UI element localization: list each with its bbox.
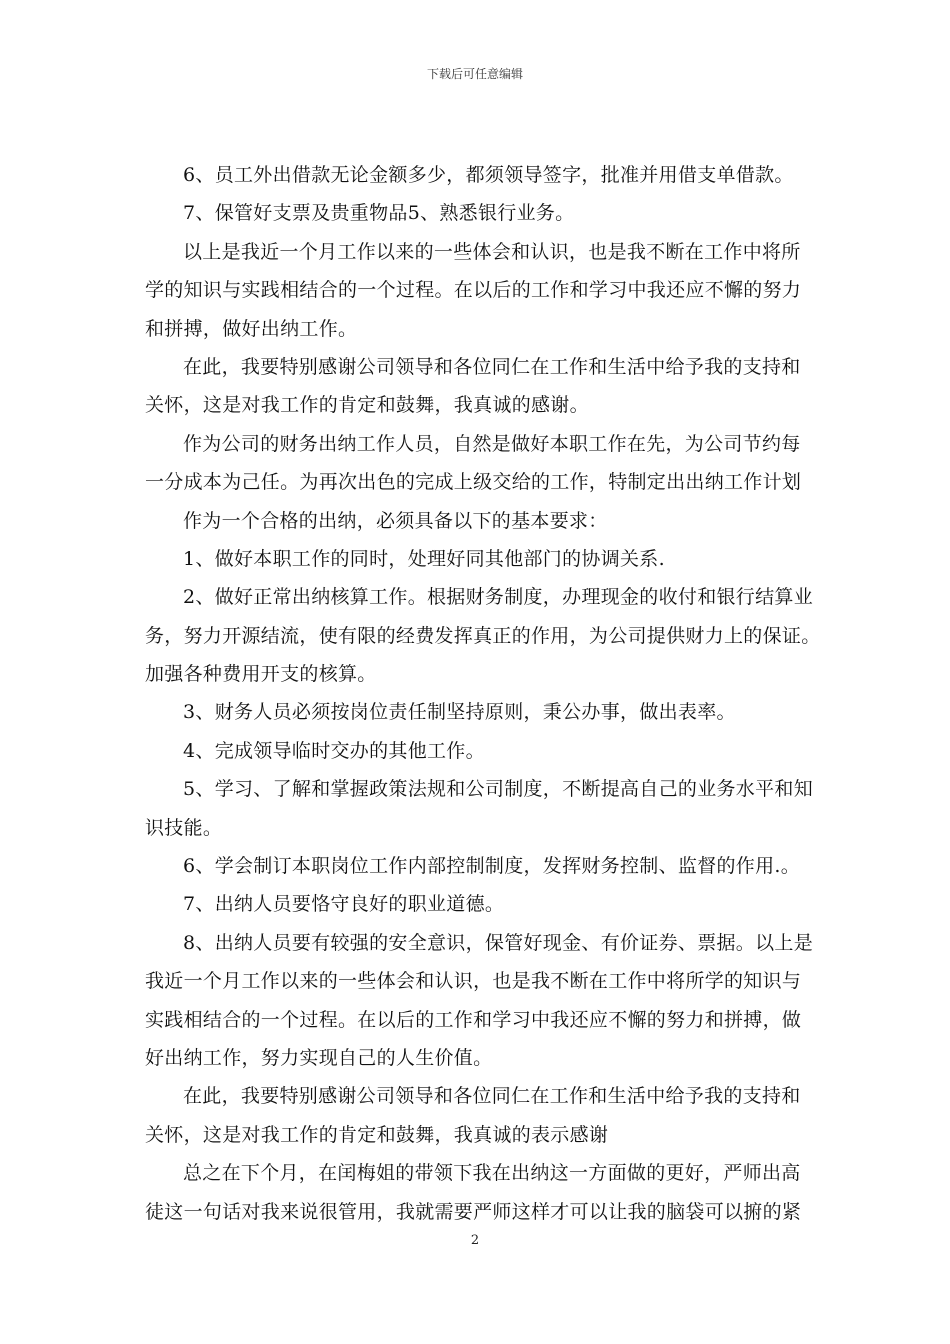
text-line: 关怀，这是对我工作的肯定和鼓舞，我真诚的表示感谢 bbox=[145, 1123, 609, 1146]
text-line: 以上是我近一个月工作以来的一些体会和认识，也是我不断在工作中将所 bbox=[183, 240, 801, 263]
text-line: 4、完成领导临时交办的其他工作。 bbox=[183, 739, 485, 762]
text-line: 8、出纳人员要有较强的安全意识，保管好现金、有价证券、票据。以上是 bbox=[183, 931, 813, 954]
text-line: 在此，我要特别感谢公司领导和各位同仁在工作和生活中给予我的支持和 bbox=[183, 1085, 801, 1108]
text-line: 一分成本为己任。为再次出色的完成上级交给的工作，特制定出出纳工作计划 bbox=[145, 471, 802, 494]
text-line: 总之在下个月，在闰梅姐的带领下我在出纳这一方面做的更好，严师出高 bbox=[183, 1162, 801, 1185]
text-line: 作为公司的财务出纳工作人员，自然是做好本职工作在先，为公司节约每 bbox=[183, 432, 801, 455]
text-line: 关怀，这是对我工作的肯定和鼓舞，我真诚的感谢。 bbox=[145, 394, 589, 417]
text-line: 识技能。 bbox=[145, 816, 223, 839]
text-line: 在此，我要特别感谢公司领导和各位同仁在工作和生活中给予我的支持和 bbox=[183, 355, 801, 378]
page-header: 下载后可任意编辑 bbox=[426, 67, 523, 81]
text-line: 和拼搏，做好出纳工作。 bbox=[145, 317, 358, 340]
text-line: 我近一个月工作以来的一些体会和认识，也是我不断在工作中将所学的知识与 bbox=[145, 970, 802, 993]
text-line: 作为一个合格的出纳，必须具备以下的基本要求： bbox=[183, 509, 608, 532]
text-line: 2、做好正常出纳核算工作。根据财务制度，办理现金的收付和银行结算业 bbox=[183, 586, 813, 609]
text-line: 3、财务人员必须按岗位责任制坚持原则，秉公办事，做出表率。 bbox=[183, 701, 736, 724]
text-line: 5、学习、了解和掌握政策法规和公司制度，不断提高自己的业务水平和知 bbox=[183, 778, 813, 801]
text-line: 徒这一句话对我来说很管用，我就需要严师这样才可以让我的脑袋可以捬的紧 bbox=[145, 1200, 802, 1223]
page-number: 2 bbox=[470, 1233, 480, 1248]
text-line: 务，努力开源结流，使有限的经费发挥真正的作用，为公司提供财力上的保证。 bbox=[145, 624, 821, 647]
text-line: 好出纳工作，努力实现自己的人生价值。 bbox=[145, 1046, 493, 1069]
document-body bbox=[145, 156, 821, 1231]
text-line: 1、做好本职工作的同时，处理好同其他部门的协调关系. bbox=[183, 547, 665, 570]
text-line: 7、保管好支票及贵重物品5、熟悉银行业务。 bbox=[183, 202, 575, 225]
text-line: 学的知识与实践相结合的一个过程。在以后的工作和学习中我还应不懈的努力 bbox=[145, 279, 802, 302]
text-line: 7、出纳人员要恪守良好的职业道德。 bbox=[183, 893, 505, 916]
text-line: 加强各种费用开支的核算。 bbox=[145, 663, 377, 686]
text-line: 实践相结合的一个过程。在以后的工作和学习中我还应不懈的努力和拼搏，做 bbox=[145, 1008, 802, 1031]
text-line: 6、学会制订本职岗位工作内部控制制度，发挥财务控制、监督的作用.。 bbox=[183, 855, 801, 878]
text-line: 6、员工外出借款无论金额多少，都须领导签字，批准并用借支单借款。 bbox=[183, 164, 794, 186]
